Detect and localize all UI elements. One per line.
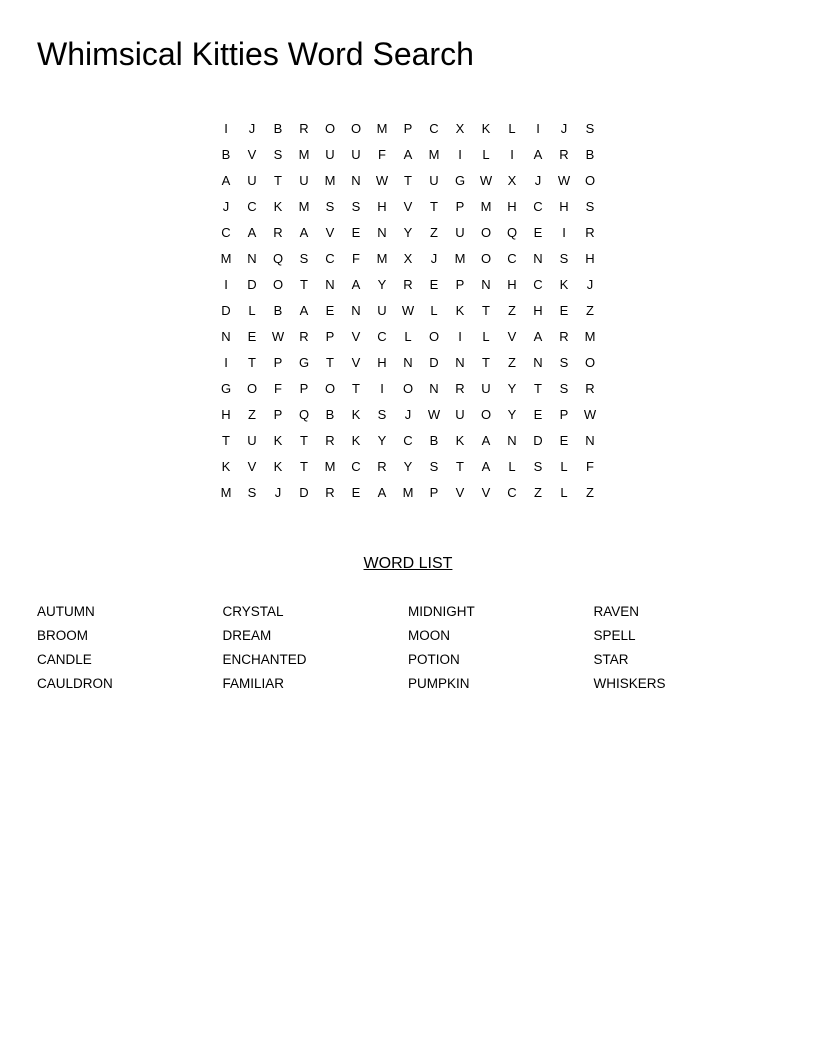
word-list-item: MIDNIGHT (408, 604, 475, 619)
grid-letter: A (299, 302, 309, 318)
grid-letter: U (247, 432, 257, 448)
grid-letter: V (247, 458, 257, 474)
grid-letter: H (559, 198, 569, 214)
grid-letter: K (455, 432, 465, 448)
grid-letter: C (429, 120, 439, 136)
grid-letter: H (221, 406, 231, 422)
word-list-item: CANDLE (37, 652, 92, 667)
grid-letter: A (299, 224, 309, 240)
grid-letter: U (455, 224, 465, 240)
grid-letter: P (299, 380, 309, 396)
grid-letter: K (273, 198, 283, 214)
grid-letter: T (482, 354, 490, 370)
grid-letter: L (560, 484, 568, 500)
grid-letter: N (377, 224, 387, 240)
grid-letter: O (324, 120, 336, 136)
grid-letter: V (247, 146, 257, 162)
grid-letter: D (221, 302, 231, 318)
word-list-item: BROOM (37, 628, 89, 643)
grid-letter: T (326, 354, 334, 370)
grid-letter: T (248, 354, 256, 370)
grid-letter: Z (586, 484, 594, 500)
grid-letter: O (246, 380, 258, 396)
grid-letter: R (377, 458, 387, 474)
grid-letter: S (585, 120, 595, 136)
grid-letter: C (377, 328, 387, 344)
grid-letter: R (585, 380, 595, 396)
grid-letter: A (533, 328, 543, 344)
grid-letter: E (351, 484, 361, 500)
grid-letter: D (533, 432, 543, 448)
grid-letter: F (378, 146, 386, 162)
grid-letter: P (273, 406, 283, 422)
grid-letter: Q (506, 224, 518, 240)
grid-letter: G (298, 354, 310, 370)
grid-letter: P (559, 406, 569, 422)
grid-letter: U (455, 406, 465, 422)
grid-letter: A (221, 172, 231, 188)
grid-letter: S (585, 198, 595, 214)
word-list-item: WHISKERS (593, 676, 666, 691)
grid-letter: T (300, 458, 308, 474)
grid-letter: S (559, 250, 569, 266)
word-list-item: RAVEN (593, 604, 640, 619)
grid-letter: Y (377, 276, 387, 292)
grid-letter: X (507, 172, 517, 188)
grid-letter: S (351, 198, 361, 214)
grid-letter: F (274, 380, 282, 396)
word-list-item: PUMPKIN (408, 676, 470, 691)
grid-letter: K (455, 302, 465, 318)
grid-letter: J (222, 198, 230, 214)
grid-letter: M (376, 250, 388, 266)
grid-letter: K (273, 432, 283, 448)
word-list-title: WORD LIST (363, 555, 453, 572)
grid-letter: M (220, 250, 232, 266)
grid-letter: T (300, 432, 308, 448)
grid-letter: J (404, 406, 412, 422)
grid-letter: R (403, 276, 413, 292)
grid-letter: K (221, 458, 231, 474)
grid-letter: T (430, 198, 438, 214)
grid-letter: B (273, 302, 283, 318)
word-list-item: FAMILIAR (222, 676, 285, 691)
grid-letter: U (377, 302, 387, 318)
grid-letter: R (299, 120, 309, 136)
grid-letter: Y (403, 458, 413, 474)
grid-letter: Q (272, 250, 284, 266)
grid-letter: N (351, 302, 361, 318)
grid-letter: K (481, 120, 491, 136)
grid-letter: X (455, 120, 465, 136)
grid-letter: U (325, 146, 335, 162)
grid-letter: W (583, 406, 597, 422)
grid-letter: M (376, 120, 388, 136)
grid-letter: E (351, 224, 361, 240)
grid-letter: A (403, 146, 413, 162)
grid-letter: C (507, 250, 517, 266)
grid-letter: S (299, 250, 309, 266)
grid-letter: I (224, 120, 228, 136)
grid-letter: J (586, 276, 594, 292)
grid-letter: V (351, 354, 361, 370)
grid-letter: N (507, 432, 517, 448)
grid-letter: S (247, 484, 257, 500)
grid-letter: D (247, 276, 257, 292)
grid-letter: E (559, 432, 569, 448)
grid-letter: N (585, 432, 595, 448)
grid-letter: T (534, 380, 542, 396)
grid-letter: U (299, 172, 309, 188)
grid-letter: S (559, 380, 569, 396)
grid-letter: J (274, 484, 282, 500)
grid-letter: C (325, 250, 335, 266)
grid-letter: Z (508, 354, 516, 370)
grid-letter: S (559, 354, 569, 370)
grid-letter: M (584, 328, 596, 344)
grid-letter: Z (586, 302, 594, 318)
letter-grid (213, 115, 603, 505)
grid-letter: W (557, 172, 571, 188)
grid-letter: T (222, 432, 230, 448)
word-list-item: MOON (408, 628, 450, 643)
grid-letter: J (430, 250, 438, 266)
grid-letter: Z (534, 484, 542, 500)
grid-letter: O (480, 406, 492, 422)
grid-letter: R (455, 380, 465, 396)
grid-letter: K (351, 432, 361, 448)
word-list-item: SPELL (593, 628, 636, 643)
grid-letter: P (403, 120, 413, 136)
grid-letter: M (324, 172, 336, 188)
grid-letter: A (481, 432, 491, 448)
grid-letter: A (351, 276, 361, 292)
grid-letter: B (585, 146, 595, 162)
grid-letter: F (586, 458, 594, 474)
grid-letter: H (507, 198, 517, 214)
grid-letter: I (380, 380, 384, 396)
grid-letter: E (533, 224, 543, 240)
grid-letter: E (325, 302, 335, 318)
grid-letter: T (274, 172, 282, 188)
grid-letter: K (559, 276, 569, 292)
grid-letter: R (585, 224, 595, 240)
grid-letter: R (299, 328, 309, 344)
grid-letter: R (559, 328, 569, 344)
grid-letter: Z (508, 302, 516, 318)
grid-letter: D (299, 484, 309, 500)
grid-letter: M (298, 146, 310, 162)
grid-letter: R (325, 432, 335, 448)
grid-letter: M (220, 484, 232, 500)
grid-letter: C (533, 276, 543, 292)
grid-letter: J (534, 172, 542, 188)
grid-letter: Z (248, 406, 256, 422)
grid-letter: A (377, 484, 387, 500)
grid-letter: O (272, 276, 284, 292)
grid-letter: T (352, 380, 360, 396)
grid-letter: I (562, 224, 566, 240)
grid-letter: T (456, 458, 464, 474)
grid-letter: V (403, 198, 413, 214)
grid-letter: M (324, 458, 336, 474)
grid-letter: S (377, 406, 387, 422)
grid-letter: Q (298, 406, 310, 422)
grid-letter: M (428, 146, 440, 162)
grid-letter: I (458, 146, 462, 162)
grid-letter: O (350, 120, 362, 136)
grid-letter: E (247, 328, 257, 344)
grid-letter: K (351, 406, 361, 422)
grid-letter: V (481, 484, 491, 500)
grid-letter: K (273, 458, 283, 474)
grid-letter: N (429, 380, 439, 396)
word-list-item: CRYSTAL (222, 604, 284, 619)
grid-letter: V (455, 484, 465, 500)
grid-letter: R (325, 484, 335, 500)
grid-letter: Y (377, 432, 387, 448)
grid-letter: N (455, 354, 465, 370)
word-list-item: ENCHANTED (222, 652, 307, 667)
grid-letter: P (273, 354, 283, 370)
grid-letter: H (377, 354, 387, 370)
grid-letter: C (247, 198, 257, 214)
grid-letter: X (403, 250, 413, 266)
grid-letter: C (507, 484, 517, 500)
grid-letter: T (404, 172, 412, 188)
grid-letter: E (559, 302, 569, 318)
grid-letter: M (298, 198, 310, 214)
grid-letter: G (220, 380, 232, 396)
grid-letter: T (300, 276, 308, 292)
grid-letter: A (247, 224, 257, 240)
grid-letter: C (533, 198, 543, 214)
grid-letter: R (273, 224, 283, 240)
grid-letter: B (429, 432, 439, 448)
grid-letter: W (271, 328, 285, 344)
grid-letter: P (455, 276, 465, 292)
grid-letter: P (429, 484, 439, 500)
grid-letter: I (536, 120, 540, 136)
grid-letter: I (224, 354, 228, 370)
word-list-item: POTION (408, 652, 460, 667)
grid-letter: T (482, 302, 490, 318)
grid-letter: S (429, 458, 439, 474)
grid-letter: Y (403, 224, 413, 240)
grid-letter: M (480, 198, 492, 214)
grid-letter: O (584, 172, 596, 188)
grid-letter: U (429, 172, 439, 188)
grid-letter: P (455, 198, 465, 214)
grid-letter: H (507, 276, 517, 292)
grid-letter: L (482, 328, 490, 344)
grid-letter: W (427, 406, 441, 422)
grid-letter: I (224, 276, 228, 292)
grid-letter: L (430, 302, 438, 318)
grid-letter: P (325, 328, 335, 344)
word-list (37, 600, 779, 696)
word-list-item: CAULDRON (37, 676, 113, 691)
grid-letter: N (351, 172, 361, 188)
grid-letter: G (454, 172, 466, 188)
grid-letter: W (401, 302, 415, 318)
grid-letter: A (533, 146, 543, 162)
grid-letter: Y (507, 380, 517, 396)
grid-letter: N (533, 250, 543, 266)
grid-letter: O (402, 380, 414, 396)
grid-letter: C (351, 458, 361, 474)
grid-letter: L (508, 458, 516, 474)
grid-letter: N (325, 276, 335, 292)
grid-letter: H (377, 198, 387, 214)
grid-letter: C (403, 432, 413, 448)
grid-letter: C (221, 224, 231, 240)
grid-letter: O (584, 354, 596, 370)
word-list-item: DREAM (222, 628, 272, 643)
grid-letter: S (273, 146, 283, 162)
grid-letter: S (533, 458, 543, 474)
grid-letter: J (248, 120, 256, 136)
grid-letter: B (221, 146, 231, 162)
grid-letter: F (352, 250, 360, 266)
grid-letter: D (429, 354, 439, 370)
grid-letter: O (480, 224, 492, 240)
grid-letter: W (479, 172, 493, 188)
grid-letter: Y (507, 406, 517, 422)
grid-letter: M (454, 250, 466, 266)
grid-letter: A (481, 458, 491, 474)
grid-letter: V (325, 224, 335, 240)
grid-letter: H (533, 302, 543, 318)
grid-letter: N (403, 354, 413, 370)
grid-letter: J (560, 120, 568, 136)
word-list-item: AUTUMN (37, 604, 95, 619)
grid-letter: V (351, 328, 361, 344)
grid-letter: W (375, 172, 389, 188)
grid-letter: Z (430, 224, 438, 240)
grid-letter: N (221, 328, 231, 344)
grid-letter: I (458, 328, 462, 344)
grid-letter: O (324, 380, 336, 396)
grid-letter: L (248, 302, 256, 318)
grid-letter: L (508, 120, 516, 136)
grid-letter: S (325, 198, 335, 214)
word-list-item: STAR (593, 652, 629, 667)
grid-letter: U (351, 146, 361, 162)
page-title: Whimsical Kitties Word Search (37, 36, 474, 72)
grid-letter: N (533, 354, 543, 370)
grid-letter: R (559, 146, 569, 162)
grid-letter: L (404, 328, 412, 344)
grid-letter: U (247, 172, 257, 188)
grid-letter: N (247, 250, 257, 266)
grid-letter: E (533, 406, 543, 422)
grid-letter: E (429, 276, 439, 292)
grid-letter: L (482, 146, 490, 162)
grid-letter: H (585, 250, 595, 266)
grid-letter: N (481, 276, 491, 292)
grid-letter: M (402, 484, 414, 500)
grid-letter: O (428, 328, 440, 344)
grid-letter: V (507, 328, 517, 344)
grid-letter: B (325, 406, 335, 422)
grid-letter: L (560, 458, 568, 474)
grid-letter: B (273, 120, 283, 136)
grid-letter: U (481, 380, 491, 396)
grid-letter: I (510, 146, 514, 162)
grid-letter: O (480, 250, 492, 266)
